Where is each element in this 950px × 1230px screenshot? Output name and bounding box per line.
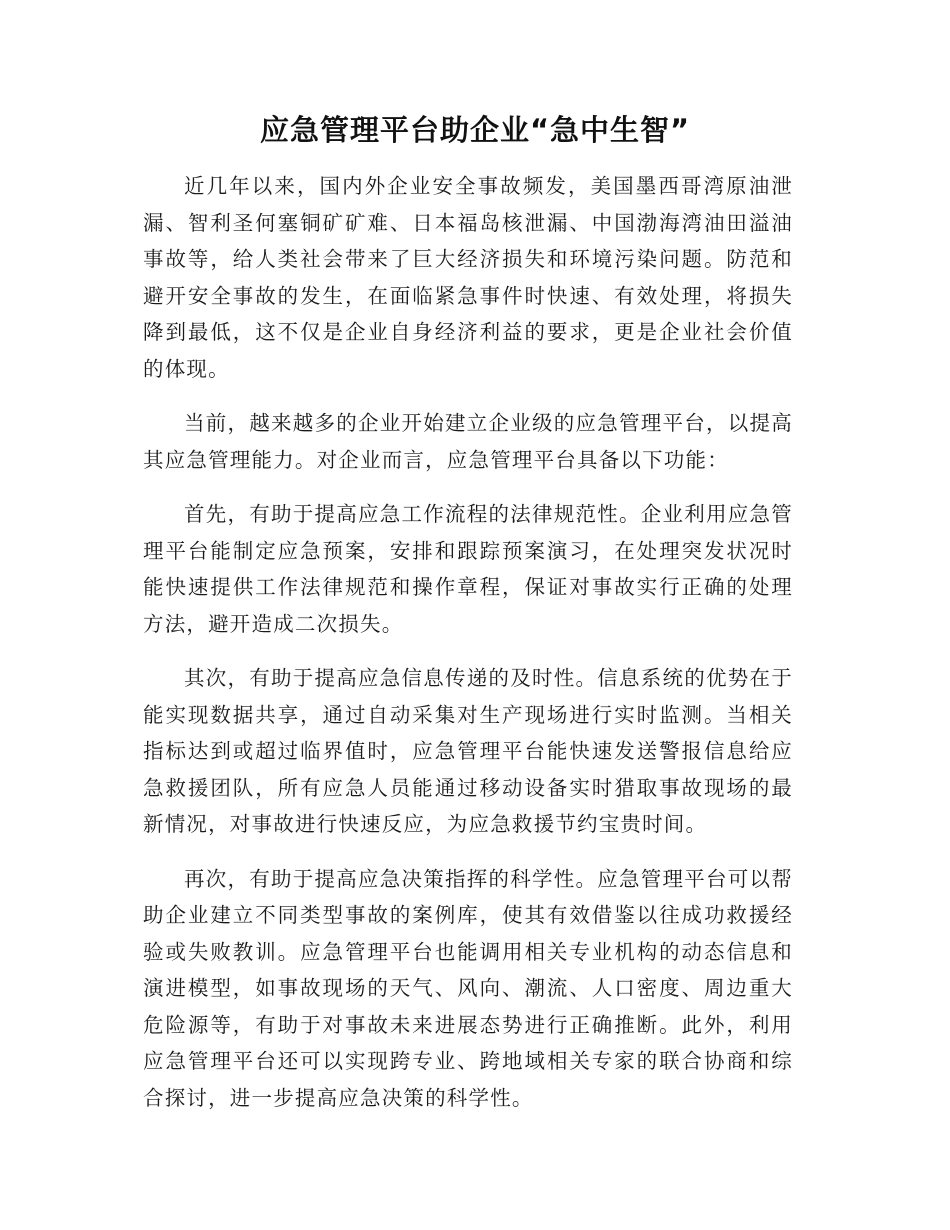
paragraph-intro: 近几年以来，国内外企业安全事故频发，美国墨西哥湾原油泄漏、智利圣何塞铜矿矿难、日本福岛核泄漏、中国渤海湾油田溢油事故等，给人类社会带来了巨大经济损失和环境污染问题。防范和避开安全事故的发生，在面临紧急事件时快速、有效处理，将损失降到最低，这不仅是企业自身经济利益的要求，更是企业社会价值的体现。 bbox=[143, 174, 793, 381]
paragraph-third-function: 再次，有助于提高应急决策指挥的科学性。应急管理平台可以帮助企业建立不同类型事故的案例库，使其有效借鉴以往成功救援经验或失败教训。应急管理平台也能调用相关专业机构的动态信息和演进模型，如事故现场的天气、风向、潮流、人口密度、周边重大危险源等，有助于对事故未来进展态势进行正确推断。此外，利用应急管理平台还可以实现跨专业、跨地域相关专家的联合协商和综合探讨，进一步提高应急决策的科学性。 bbox=[143, 866, 793, 1110]
paragraph-second-function: 其次，有助于提高应急信息传递的及时性。信息系统的优势在于能实现数据共享，通过自动采集对生产现场进行实时监测。当相关指标达到或超过临界值时，应急管理平台能快速发送警报信息给应急救援团队，所有应急人员能通过移动设备实时猎取事故现场的最新情况，对事故进行快速反应，为应急救援节约宝贵时间。 bbox=[143, 666, 793, 836]
paragraph-first-function: 首先，有助于提高应急工作流程的法律规范性。企业利用应急管理平台能制定应急预案，安排和跟踪预案演习，在处理突发状况时能快速提供工作法律规范和操作章程，保证对事故实行正确的处理方法，避开造成二次损失。 bbox=[143, 502, 793, 636]
paragraph-current: 当前，越来越多的企业开始建立企业级的应急管理平台，以提高其应急管理能力。对企业而言，应急管理平台具备以下功能： bbox=[143, 411, 793, 472]
document-body bbox=[143, 168, 793, 1134]
document-title: 应急管理平台助企业“急中生智” bbox=[259, 113, 691, 147]
